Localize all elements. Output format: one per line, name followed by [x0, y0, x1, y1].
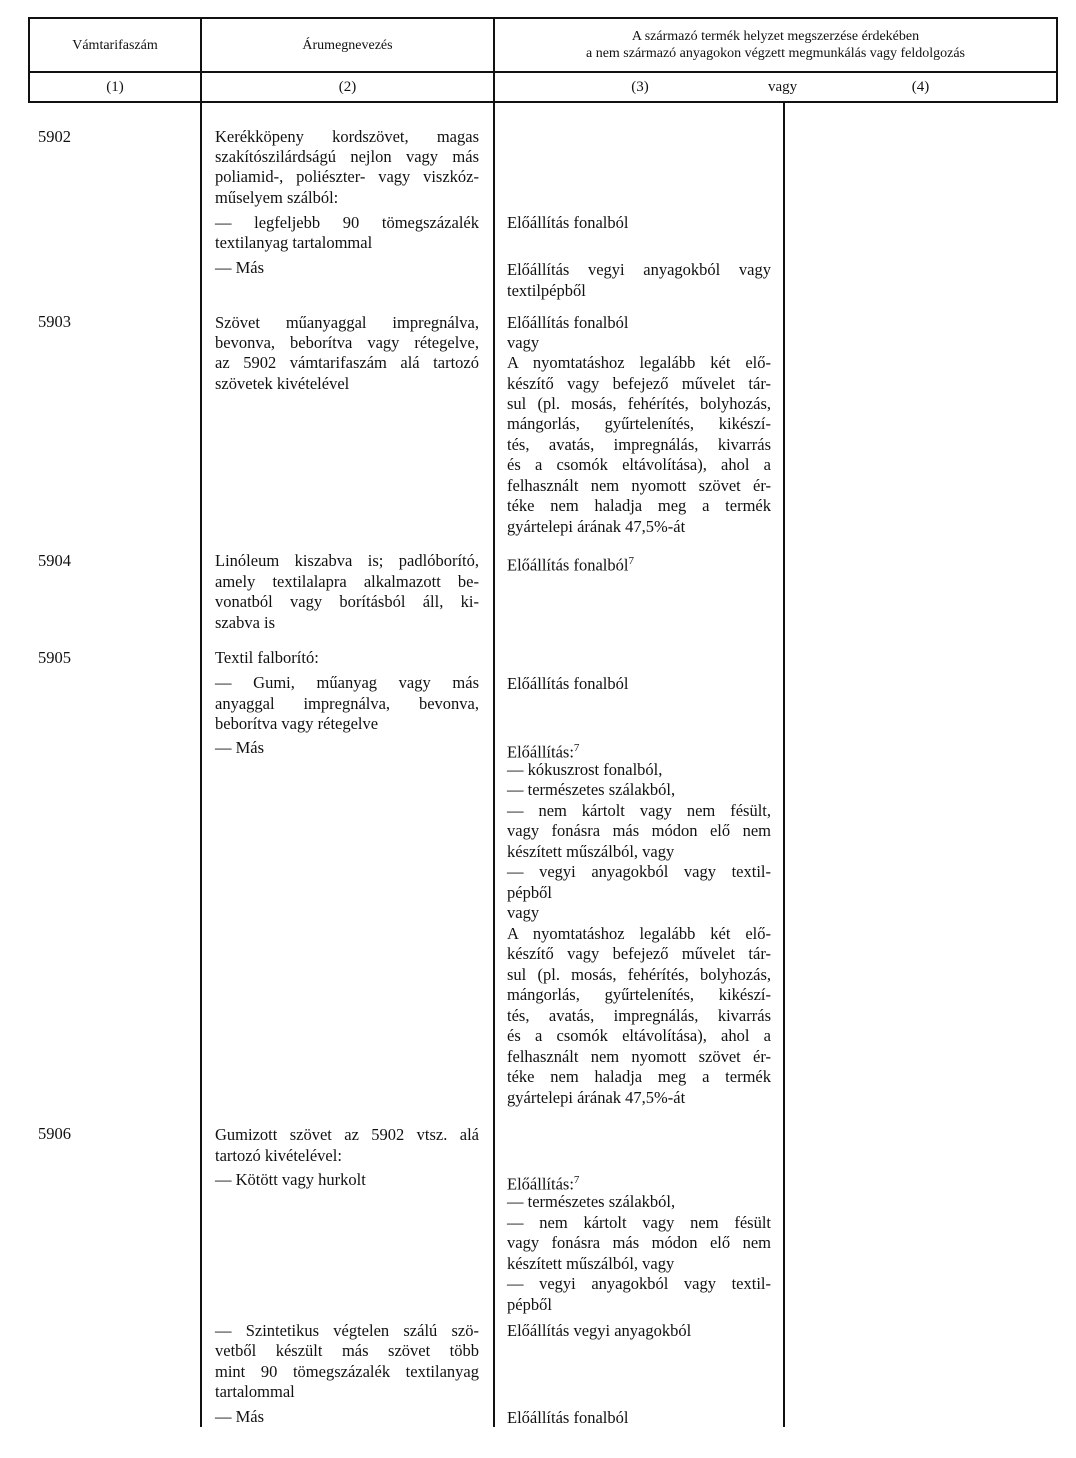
tariff-code-5905: 5905	[38, 648, 71, 667]
column-number-4	[785, 73, 1056, 101]
header-right-border	[1056, 17, 1058, 102]
subitem-line: — Más	[215, 738, 265, 757]
description-line: Textil falborító:	[215, 648, 319, 667]
tariff-code-5902: 5902	[38, 127, 71, 146]
rule-line: — kókuszrost fonalból,	[507, 760, 663, 779]
header-col1	[30, 19, 200, 71]
rule-text: Előállítás:	[507, 742, 574, 762]
rule-line: A nyomtatáshoz legalább két elő-	[507, 924, 771, 943]
column-number-1-label: (1)	[106, 78, 124, 95]
tariff-code-5904: 5904	[38, 551, 71, 570]
rule-line: Előállítás fonalból	[507, 313, 629, 332]
rule-text: Előállítás:	[507, 1174, 574, 1194]
rule-line: vagy	[507, 903, 540, 922]
rule-line: sul (pl. mosás, fehérítés, bolyhozás,	[507, 394, 771, 413]
rule-line: mángorlás, gyűrtelenítés, kikészí-	[507, 414, 771, 433]
rule-line: vagy	[507, 333, 540, 352]
header-col3-line2: a nem származó anyagokon végzett megmunkálás vagy feldolgozás	[585, 46, 966, 61]
rule-line: készítő vagy befejező művelet tár-	[507, 944, 771, 963]
tariff-code-5903: 5903	[38, 312, 71, 331]
column-separator-1	[200, 17, 202, 1427]
header-col2-label: Árumegnevezés	[302, 37, 393, 53]
rule-line: vagy fonásra más módon elő nem	[507, 1233, 771, 1252]
column-number-1	[30, 73, 200, 101]
description-line: szövetek kivételével	[215, 374, 350, 393]
rule-line: — nem kártolt vagy nem fésült	[507, 1213, 771, 1232]
description-line: műselyem szálból:	[215, 188, 339, 207]
header-col1-label: Vámtarifaszám	[72, 37, 158, 53]
description-line: amely textilalapra alkalmazott be-	[215, 572, 479, 591]
subitem-line: beborítva vagy rétegelve	[215, 714, 379, 733]
rule-text: Előállítás fonalból	[507, 555, 629, 575]
rule-line: és a csomók eltávolítása), ahol a	[507, 1026, 771, 1045]
description-line: szabva is	[215, 613, 276, 632]
subitem-line: — Gumi, műanyag vagy más	[215, 673, 479, 692]
header-bottom-rule	[28, 101, 1058, 103]
rule-line: felhasznált nem nyomott szövet ér-	[507, 476, 771, 495]
description-line: Szövet műanyaggal impregnálva,	[215, 313, 479, 332]
or-label: vagy	[768, 79, 798, 95]
footnote-ref: 7	[628, 555, 634, 567]
rule-line: sul (pl. mosás, fehérítés, bolyhozás,	[507, 965, 771, 984]
column-separator-3	[783, 101, 785, 1427]
subitem-line: — Más	[215, 1407, 265, 1426]
column-separator-2	[493, 17, 495, 1427]
description-line: Gumizott szövet az 5902 vtsz. alá	[215, 1125, 479, 1144]
header-col2	[202, 19, 493, 71]
rule-line: — természetes szálakból,	[507, 1192, 676, 1211]
rule-line: téke nem haladja meg a termék	[507, 1067, 771, 1086]
description-line: tartozó kivételével:	[215, 1146, 342, 1165]
rule-5905-sub1: Előállítás fonalból	[507, 674, 629, 693]
rule-line: pépből	[507, 1295, 552, 1314]
rule-line: — vegyi anyagokból vagy textil-	[507, 862, 771, 881]
description-line: poliamid-, poliészter- vagy viszkóz-	[215, 167, 479, 186]
rule-5906-sub3: Előállítás fonalból	[507, 1408, 629, 1427]
subitem-line: — Kötött vagy hurkolt	[215, 1170, 366, 1189]
column-number-3	[495, 73, 785, 101]
rule-line: tés, avatás, impregnálás, kivarrás	[507, 435, 771, 454]
tariff-code-5906: 5906	[38, 1124, 71, 1143]
subitem-line: mint 90 tömegszázalék textilanyag	[215, 1362, 479, 1381]
rule-line: — vegyi anyagokból vagy textil-	[507, 1274, 771, 1293]
rule-line: pépből	[507, 883, 552, 902]
subitem-line: textilanyag tartalommal	[215, 233, 373, 252]
footnote-ref: 7	[573, 742, 580, 754]
description-line: vonatból vagy borításból áll, ki-	[215, 592, 479, 611]
subitem-line: — Más	[215, 258, 265, 277]
rule-line: — nem kártolt vagy nem fésült,	[507, 801, 771, 820]
rule-line: gyártelepi árának 47,5%-át	[507, 517, 686, 536]
header-col3	[495, 19, 1056, 71]
description-line: Kerékköpeny kordszövet, magas	[215, 127, 479, 146]
footnote-ref: 7	[573, 1174, 580, 1186]
subitem-line: — Szintetikus végtelen szálú szö-	[215, 1321, 479, 1340]
rule-5902-sub1: Előállítás fonalból	[507, 213, 629, 232]
subitem-line: tartalommal	[215, 1382, 295, 1401]
header-col3-line1: A származó termék helyzet megszerzése érdekében	[631, 29, 920, 44]
column-number-4-label: (4)	[911, 78, 930, 95]
rule-line: — természetes szálakból,	[507, 780, 676, 799]
rule-line: gyártelepi árának 47,5%-át	[507, 1088, 686, 1107]
rule-line: készítő vagy befejező művelet tár-	[507, 374, 771, 393]
column-number-2	[202, 73, 493, 101]
rule-line: vagy fonásra más módon elő nem	[507, 821, 771, 840]
rule-line: tés, avatás, impregnálás, kivarrás	[507, 1006, 771, 1025]
rule-line: A nyomtatáshoz legalább két elő-	[507, 353, 771, 372]
description-line: Linóleum kiszabva is; padlóborító,	[215, 551, 479, 570]
rule-5902-sub2-line: textilpépből	[507, 281, 586, 300]
description-line: az 5902 vámtarifaszám alá tartozó	[215, 353, 479, 372]
rule-5902-sub2-line: Előállítás vegyi anyagokból vagy	[507, 260, 771, 279]
rule-line: téke nem haladja meg a termék	[507, 496, 771, 515]
rule-line: mángorlás, gyűrtelenítés, kikészí-	[507, 985, 771, 1004]
column-number-2-label: (2)	[338, 78, 357, 95]
column-number-3-label: (3)	[631, 78, 649, 95]
subitem-line: — legfeljebb 90 tömegszázalék	[215, 213, 479, 232]
rule-line: és a csomók eltávolítása), ahol a	[507, 455, 771, 474]
subitem-line: vetből készült más szövet több	[215, 1341, 479, 1360]
rule-line: készített műszálból, vagy	[507, 842, 675, 861]
rule-5906-sub2: Előállítás vegyi anyagokból	[507, 1321, 692, 1340]
description-line: bevonva, beborítva vagy rétegelve,	[215, 333, 479, 352]
description-line: szakítószilárdságú nejlon vagy más	[215, 147, 479, 166]
rule-5904	[507, 551, 634, 576]
rule-line: felhasznált nem nyomott szövet ér-	[507, 1047, 771, 1066]
subitem-line: anyaggal impregnálva, bevonva,	[215, 694, 479, 713]
rule-line: készített műszálból, vagy	[507, 1254, 675, 1273]
